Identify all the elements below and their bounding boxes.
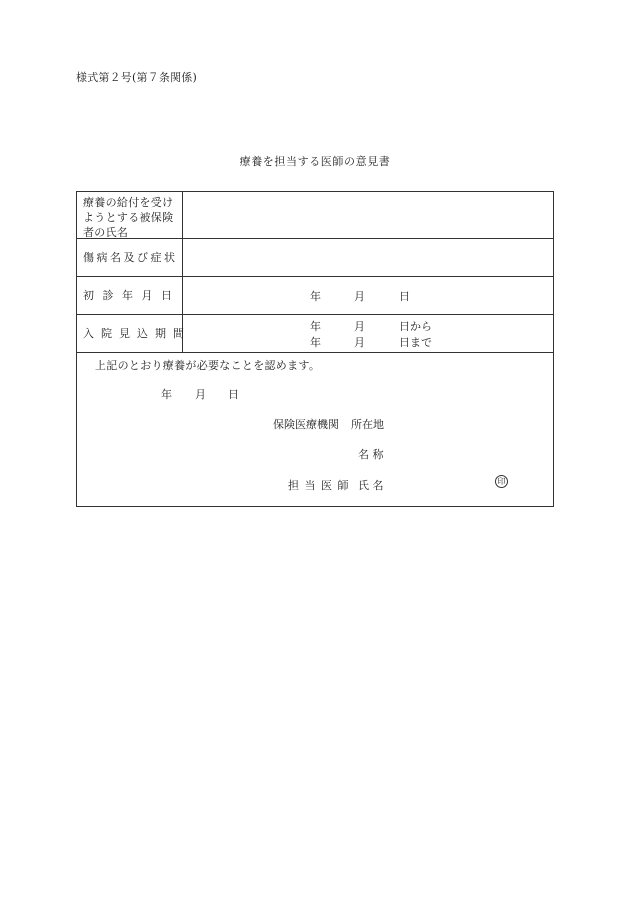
admission-from-day: 日から	[399, 320, 432, 333]
certification-statement: 上記のとおり療養が必要なことを認めます。	[95, 359, 321, 372]
certification-day: 日	[228, 388, 239, 401]
document-title: 療養を担当する医師の意見書	[239, 155, 391, 168]
first-visit-row	[77, 276, 553, 315]
admission-to-year: 年	[310, 336, 321, 349]
opinion-form	[76, 191, 554, 507]
admission-period-row	[77, 314, 553, 353]
certification-month: 月	[195, 388, 206, 401]
admission-to-day: 日まで	[399, 336, 432, 349]
admission-period-label: 入院見込期間	[83, 327, 191, 340]
patient-name-label	[83, 195, 183, 240]
diagnosis-row	[77, 238, 553, 277]
admission-from-month: 月	[354, 320, 365, 333]
first-visit-day: 日	[399, 290, 410, 303]
patient-name-label-line-1: 療養の給付を受け	[83, 196, 174, 209]
admission-from-year: 年	[310, 320, 321, 333]
seal-icon: 印	[495, 475, 508, 488]
diagnosis-label: 傷病名及び症状	[83, 251, 178, 264]
institution-label: 保険医療機関	[273, 418, 339, 431]
certification-year: 年	[161, 388, 172, 401]
patient-name-label-line-3: 者の氏名	[83, 226, 129, 239]
institution-name-label: 名 称	[358, 448, 384, 461]
first-visit-year: 年	[310, 290, 321, 303]
admission-to-month: 月	[354, 336, 365, 349]
first-visit-label-cell	[77, 276, 183, 314]
doctor-name-label: 氏 名	[358, 479, 384, 492]
patient-name-label-cell	[77, 192, 183, 238]
diagnosis-label-cell	[77, 238, 183, 276]
institution-address-label: 所在地	[351, 418, 384, 431]
doctor-label: 担 当 医 師	[288, 479, 350, 492]
first-visit-label: 初 診 年 月 日	[83, 289, 175, 302]
admission-period-label-cell	[77, 314, 191, 352]
patient-name-label-line-2: ようとする被保険	[83, 211, 174, 224]
first-visit-month: 月	[354, 290, 365, 303]
patient-name-row	[77, 192, 553, 239]
form-number: 様式第２号(第７条関係)	[76, 71, 197, 84]
